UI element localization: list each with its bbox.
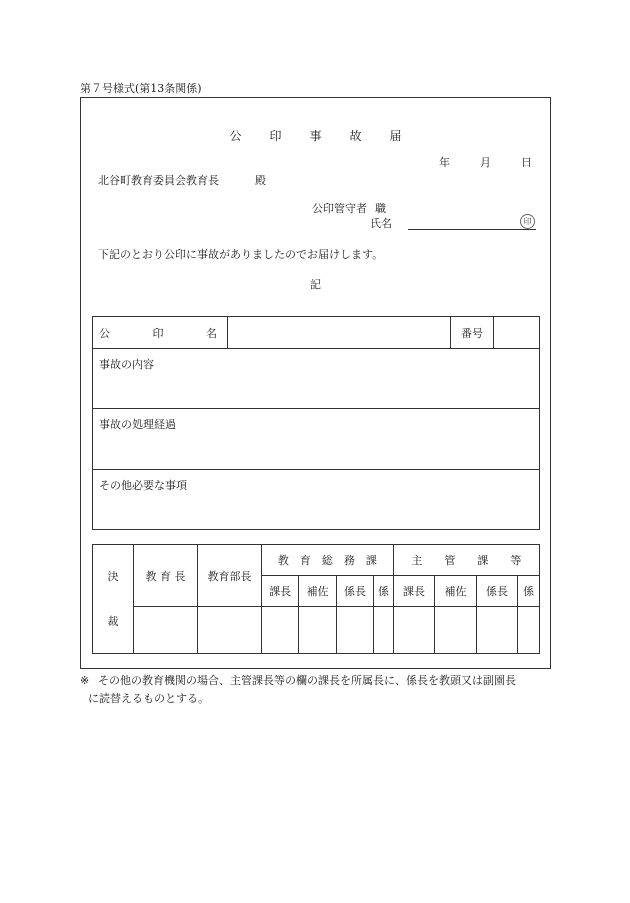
title-char: 届 — [389, 129, 402, 143]
role-label: 課長 — [393, 576, 435, 607]
seal-stamp-icon: 印 — [520, 214, 535, 229]
approval-stamp-field[interactable] — [374, 607, 394, 654]
seal-name-field[interactable] — [228, 317, 451, 349]
approval-stamp-field[interactable] — [476, 607, 518, 654]
other-matters-label: その他必要な事項 — [99, 479, 187, 492]
seal-name-char: 名 — [206, 326, 217, 340]
approval-stamp-field[interactable] — [336, 607, 373, 654]
recipient-name: 北谷町教育委員会教育長 — [98, 174, 219, 187]
custodian-label: 公印管守者 — [312, 202, 367, 215]
kessai-top: 決 — [107, 570, 119, 583]
recipient-honorific: 殿 — [255, 174, 266, 187]
accident-details-table — [92, 316, 540, 530]
ki-heading: 記 — [310, 278, 321, 291]
date-year: 年 — [439, 156, 450, 169]
name-label: 氏名 — [370, 217, 392, 230]
role-label: 係 — [374, 576, 394, 607]
note-mark: ※ — [80, 674, 90, 687]
handling-process-field[interactable] — [93, 409, 540, 470]
approval-stamp-field[interactable] — [134, 607, 198, 654]
title-char: 事 — [309, 129, 322, 143]
intro-text: 下記のとおり公印に事故がありましたのでお届けします。 — [98, 248, 384, 261]
number-field[interactable] — [494, 317, 540, 349]
role-label: 補佐 — [435, 576, 477, 607]
role-label: 係長 — [336, 576, 373, 607]
form-frame — [80, 97, 551, 669]
form-number-label: 第７号様式(第13条関係) — [80, 82, 202, 95]
seal-name-char: 印 — [152, 326, 164, 340]
role-label: 課長 — [262, 576, 299, 607]
recipient-line — [98, 172, 266, 188]
note-line1: その他の教育機関の場合、主管課長等の欄の課長を所属長に、係長を教頭又は副園長 — [98, 674, 516, 687]
seal-name-char: 公 — [99, 326, 110, 340]
note-line2: に読替えるものとする。 — [88, 692, 209, 705]
position-label: 職 — [375, 202, 386, 215]
role-label: 補佐 — [299, 576, 336, 607]
approval-stamp-field[interactable] — [518, 607, 540, 654]
kessai-label — [93, 545, 134, 654]
title-char: 公 — [229, 129, 242, 143]
general-affairs-label: 教 育 総 務 課 — [262, 545, 394, 576]
title-char: 故 — [349, 129, 362, 143]
date-day: 日 — [521, 156, 532, 169]
number-label: 番号 — [451, 317, 494, 349]
approval-stamp-field[interactable] — [299, 607, 336, 654]
custodian-line — [312, 200, 386, 216]
accident-content-field[interactable] — [93, 349, 540, 409]
name-field[interactable] — [408, 229, 536, 230]
approval-stamp-field[interactable] — [435, 607, 477, 654]
date-month: 月 — [480, 156, 491, 169]
kessai-bottom: 裁 — [107, 615, 119, 628]
approval-table — [92, 544, 540, 654]
approval-stamp-field[interactable] — [262, 607, 299, 654]
handling-process-label: 事故の処理経過 — [99, 418, 176, 431]
date-line — [409, 154, 532, 170]
role-label: 係 — [518, 576, 540, 607]
form-title — [81, 127, 550, 144]
approval-stamp-field[interactable] — [393, 607, 435, 654]
seal-name-label — [93, 317, 228, 349]
title-char: 印 — [269, 129, 282, 143]
responsible-section-label: 主 管 課 等 — [393, 545, 539, 576]
footnote — [80, 672, 550, 708]
role-label: 係長 — [476, 576, 518, 607]
accident-content-label: 事故の内容 — [99, 358, 154, 371]
approval-stamp-field[interactable] — [198, 607, 262, 654]
dept-head-label: 教育部長 — [198, 545, 262, 607]
superintendent-label: 教 育 長 — [134, 545, 198, 607]
other-matters-field[interactable] — [93, 470, 540, 530]
